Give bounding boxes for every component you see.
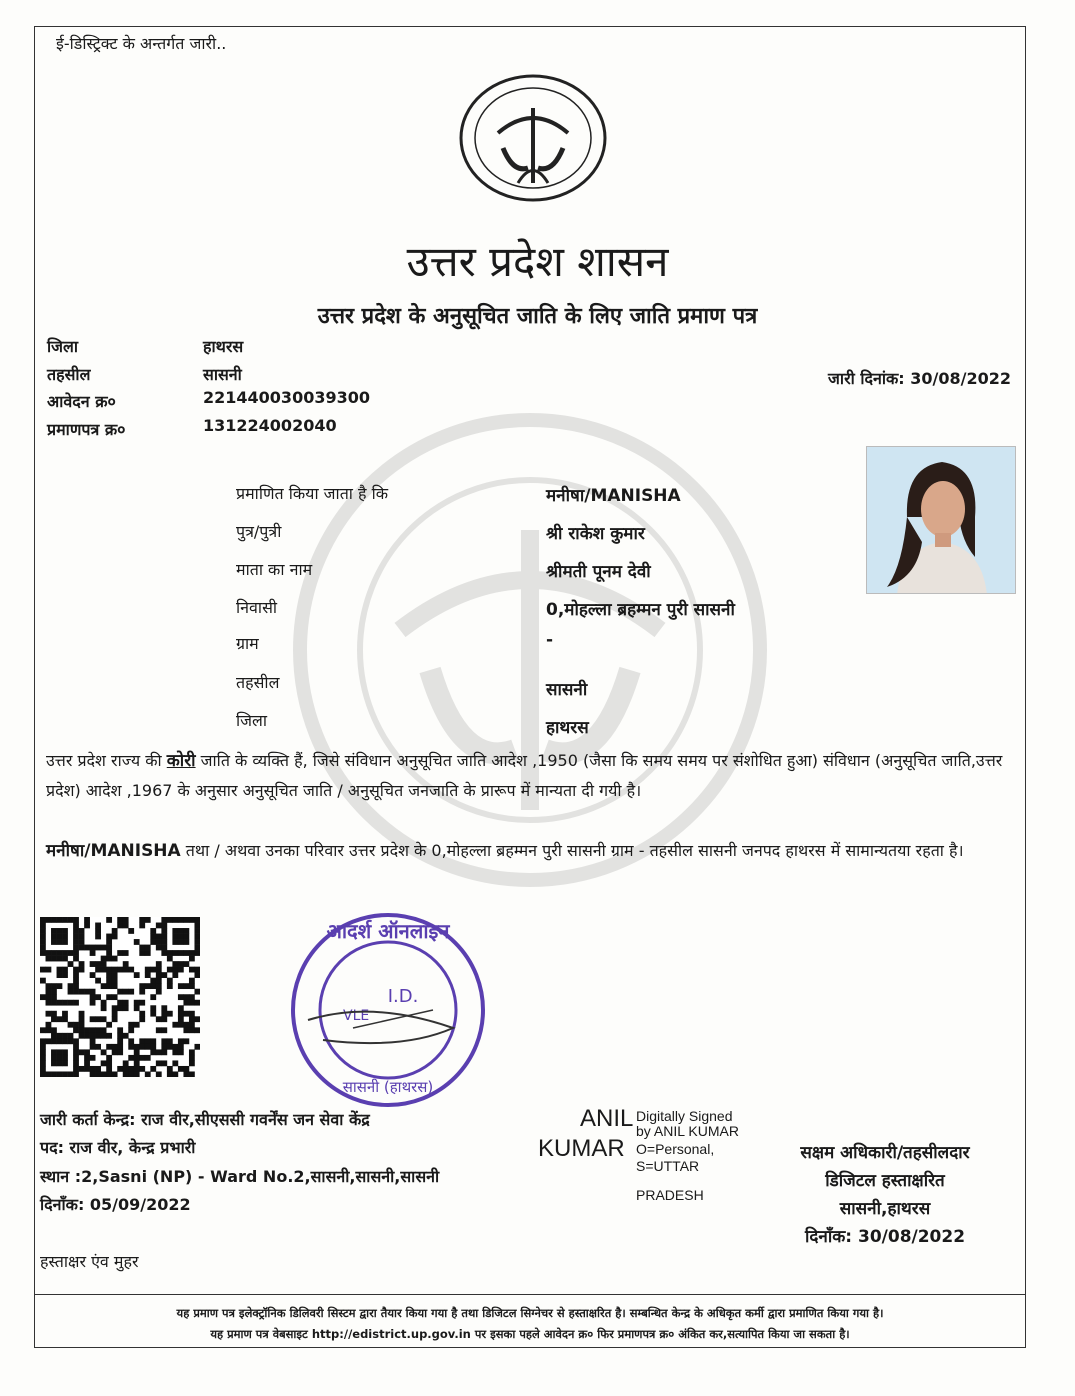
field-label-relation: पुत्र/पुत्री xyxy=(236,522,282,541)
signature-line-1: Digitally Signed xyxy=(636,1108,733,1124)
officer-date: दिनाँक: 30/08/2022 xyxy=(804,1227,966,1247)
issuer-post: पद: राज वीर, केन्द्र प्रभारी xyxy=(40,1138,196,1157)
residence-name: मनीषा/MANISHA xyxy=(46,841,181,861)
certificate-label: प्रमाणपत्र क्र० xyxy=(47,420,126,439)
officer-title: सक्षम अधिकारी/तहसीलदार xyxy=(800,1143,970,1163)
seal-vle-text: VLE xyxy=(343,1008,370,1024)
signature-line-4: S=UTTAR xyxy=(636,1158,700,1174)
field-value-father: श्री राकेश कुमार xyxy=(546,524,645,544)
field-label-village: ग्राम xyxy=(236,634,259,653)
district-value: हाथरस xyxy=(203,337,244,356)
field-value-mother: श्रीमती पूनम देवी xyxy=(546,562,651,582)
field-label-district: जिला xyxy=(236,711,268,730)
tehsil-label: तहसील xyxy=(47,365,91,384)
seal-top-text: आदर्श ऑनलाइन xyxy=(326,919,450,943)
sign-and-seal-note: हस्ताक्षर एंव मुहर xyxy=(40,1252,139,1271)
tehsil-value: सासनी xyxy=(203,365,242,384)
residence-text: तथा / अथवा उनका परिवार उत्तर प्रदेश के 0,मोहल्ला ब्रहम्मन पुरी सासनी ग्राम - तहसील सासनी जनपद हाथरस में सामान्यतया रहता है। xyxy=(180,841,964,860)
field-value-district: हाथरस xyxy=(546,718,589,738)
certificate-number: 131224002040 xyxy=(203,416,337,435)
issue-date: जारी दिनांक: 30/08/2022 xyxy=(828,369,1011,388)
official-seal-icon xyxy=(283,910,493,1110)
issuer-place: स्थान :2,Sasni (NP) - Ward No.2,सासनी,सासनी,सासनी xyxy=(40,1167,440,1186)
applicant-photo xyxy=(866,446,1016,594)
field-value-tehsil: सासनी xyxy=(546,680,588,700)
up-govt-emblem-icon xyxy=(458,73,608,203)
signer-last-name: KUMAR xyxy=(538,1135,625,1162)
qr-code-icon xyxy=(40,917,200,1077)
caste-statement-intro: उत्तर प्रदेश राज्य की xyxy=(46,751,167,770)
field-label-resident: निवासी xyxy=(236,598,278,617)
officer-signed: डिजिटल हस्ताक्षरित xyxy=(825,1171,945,1191)
field-label-mother: माता का नाम xyxy=(236,560,313,579)
footer-line-2: यह प्रमाण पत्र वेबसाइट http://edistrict.up.gov.in पर इसका पहले आवेदन क्र० फिर प्रमाणपत्र क्र० अंकित कर,सत्यापित किया जा सकता है। xyxy=(210,1327,850,1341)
district-label: जिला xyxy=(47,337,79,356)
officer-location: सासनी,हाथरस xyxy=(839,1199,931,1219)
field-label-certified: प्रमाणित किया जाता है कि xyxy=(236,484,389,503)
footer-divider xyxy=(34,1294,1026,1295)
seal-id-text: I.D. xyxy=(387,986,419,1007)
field-value-name: मनीषा/MANISHA xyxy=(546,486,681,506)
top-note: ई-डिस्ट्रिक्ट के अन्तर्गत जारी.. xyxy=(56,34,227,53)
caste-statement xyxy=(46,746,1016,805)
caste-statement-body: जाति के व्यक्ति हैं, जिसे संविधान अनुसूचित जाति आदेश ,1950 (जैसा कि समय समय पर संशोधित हुआ) संविधान (अनुसूचित जाति,उत्तर प्रदेश) आदेश ,1967 के अनुसार अनुसूचित जाति / अनुसूचित जनजाति के प्रारूप में मान्यता दी गयी है। xyxy=(46,751,1003,800)
footer-line-1: यह प्रमाण पत्र इलेक्ट्रॉनिक डिलिवरी सिस्टम द्वारा तैयार किया गया है तथा डिजिटल सिग्नेचर से हस्ताक्षरित है। सम्बन्धित केन्द्र के अधिकृत कर्मी द्वारा प्रमाणित किया गया है। xyxy=(176,1306,884,1320)
signature-line-2: by ANIL KUMAR xyxy=(636,1123,739,1139)
application-label: आवेदन क्र० xyxy=(47,392,116,411)
residence-statement xyxy=(46,836,1016,866)
issuer-date: दिनाँक: 05/09/2022 xyxy=(40,1195,191,1214)
field-value-address: 0,मोहल्ला ब्रहम्मन पुरी सासनी xyxy=(546,600,735,620)
issuer-center: जारी कर्ता केन्द्र: राज वीर,सीएससी गवर्नेंस जन सेवा केंद्र xyxy=(40,1110,370,1129)
application-number: 221440030039300 xyxy=(203,388,370,407)
seal-bottom-text: सासनी (हाथरस) xyxy=(342,1078,434,1096)
certificate-subtitle: उत्तर प्रदेश के अनुसूचित जाति के लिए जाति प्रमाण पत्र xyxy=(317,303,758,329)
caste-name: कोरी xyxy=(166,751,196,771)
signer-first-name: ANIL xyxy=(580,1105,634,1132)
page-title: उत्तर प्रदेश शासन xyxy=(406,237,669,286)
field-value-village: - xyxy=(546,630,554,650)
signature-line-3: O=Personal, xyxy=(636,1141,715,1157)
field-label-tehsil: तहसील xyxy=(236,673,280,692)
digital-signature xyxy=(538,1104,768,1214)
signature-line-5: PRADESH xyxy=(636,1187,704,1203)
person-photo-icon xyxy=(867,447,1016,594)
